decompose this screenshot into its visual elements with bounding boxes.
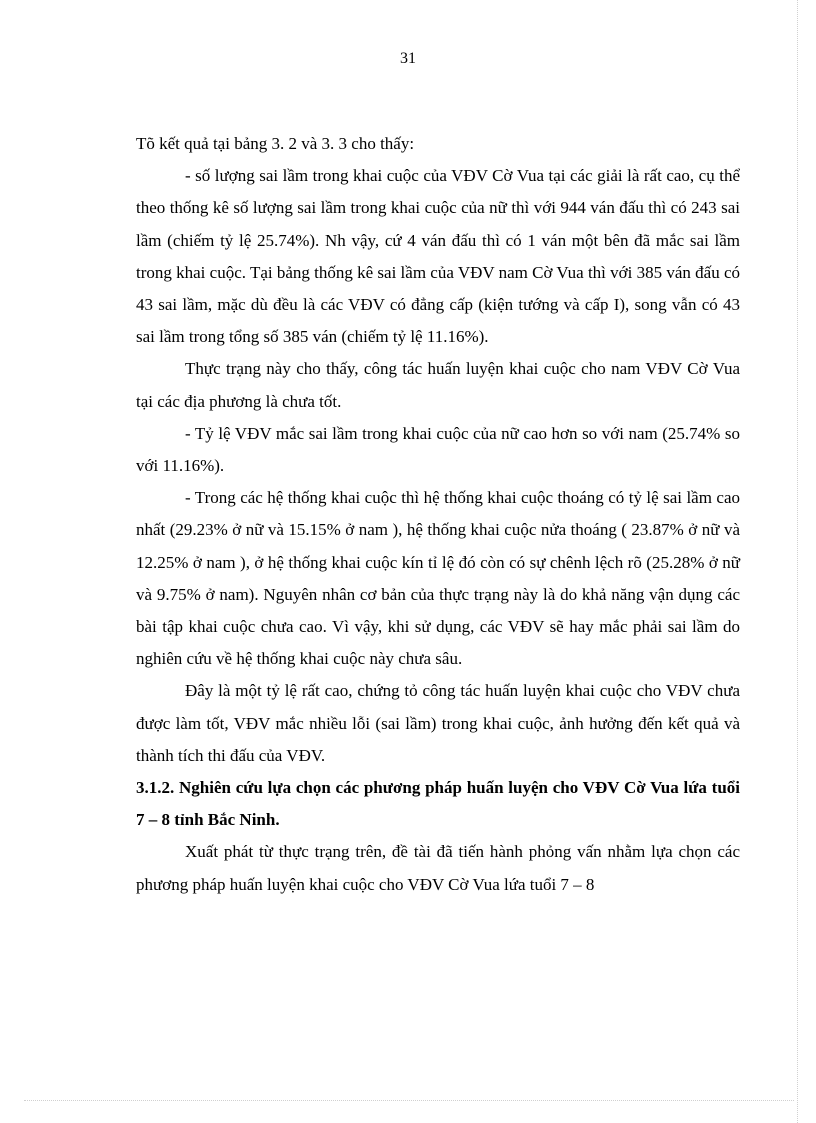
finding-opening-systems-paragraph: - Trong các hệ thống khai cuộc thì hệ thống khai cuộc thoáng có tỷ lệ sai lầm cao nhất (29.23% ở nữ và 15.15% ở nam ), hệ thống khai cuộc nửa thoáng ( 23.87% ở nữ và 12.25% ở nam ), ở hệ thống khai cuộc kín tỉ lệ đó còn có sự chênh lệch rõ (25.28% ở nữ và 9.75% ở nam). Nguyên nhân cơ bản của thực trạng này là do khả năng vận dụng các bài tập khai cuộc chưa cao. Vì vậy, khi sử dụng, các VĐV sẽ hay mắc phải sai lầm do nghiên cứu về hệ thống khai cuộc này chưa sâu. xyxy=(136,488,740,669)
finding-error-count-paragraph: - số lượng sai lầm trong khai cuộc của VĐV Cờ Vua tại các giải là rất cao, cụ thể theo thống kê số lượng sai lầm trong khai cuộc của nữ thì với 944 ván đấu thì có 243 sai lầm (chiếm tỷ lệ 25.74%). Nh vậy, cứ 4 ván đấu thì có 1 ván một bên đã mắc sai lầm trong khai cuộc. Tại bảng thống kê sai lầm của VĐV nam Cờ Vua thì với 385 ván đấu có 43 sai lầm, mặc dù đều là các VĐV có đẳng cấp (kiện tướng và cấp I), song vẫn có 43 sai lầm trong tổng số 385 ván (chiếm tỷ lệ 11.16%). xyxy=(136,166,740,347)
finding-gender-ratio-paragraph: - Tỷ lệ VĐV mắc sai lầm trong khai cuộc của nữ cao hơn so với nam (25.74% so với 11.16%). xyxy=(136,423,740,476)
conclusion-training-paragraph: Thực trạng này cho thấy, công tác huấn luyện khai cuộc cho nam VĐV Cờ Vua tại các địa phương là chưa tốt. xyxy=(136,359,740,411)
page-edge-right xyxy=(797,0,798,1123)
page-edge-bottom xyxy=(24,1100,794,1101)
page-number: 31 xyxy=(400,50,416,67)
section-heading: 3.1.2. Nghiên cứu lựa chọn các phương pháp huấn luyện cho VĐV Cờ Vua lứa tuổi 7 – 8 tỉnh Bắc Ninh. xyxy=(136,778,740,830)
intro-paragraph: Tõ kết quả tại bảng 3. 2 và 3. 3 cho thấy: xyxy=(136,134,415,153)
section-body-paragraph: Xuất phát từ thực trạng trên, đề tài đã tiến hành phỏng vấn nhằm lựa chọn các phương pháp huấn luyện khai cuộc cho VĐV Cờ Vua lứa tuổi 7 – 8 xyxy=(136,842,740,894)
summary-paragraph: Đây là một tỷ lệ rất cao, chứng tỏ công tác huấn luyện khai cuộc cho VĐV chưa được làm tốt, VĐV mắc nhiều lỗi (sai lầm) trong khai cuộc, ảnh hưởng đến kết quả và thành tích thi đấu của VĐV. xyxy=(136,681,740,765)
document-body xyxy=(136,128,740,901)
